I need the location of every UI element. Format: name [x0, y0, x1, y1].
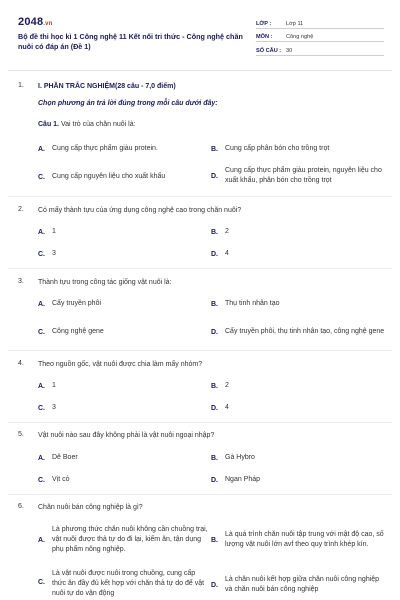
section-title: I. PHẦN TRẮC NGHIỆM: [38, 83, 115, 90]
option-letter: C.: [38, 250, 45, 258]
option-letter: B.: [211, 300, 218, 308]
question-text: Theo nguồn gốc, vật nuôi được chia làm mấy nhóm?: [38, 361, 203, 368]
option-letter: D.: [211, 172, 218, 180]
option-text: 4: [225, 250, 229, 257]
option-letter: A.: [38, 454, 45, 462]
answer-option-a[interactable]: [38, 452, 210, 464]
question-block-1: [18, 82, 388, 194]
question-number: 4.: [18, 360, 24, 367]
question-label: Câu 1.: [38, 121, 60, 128]
answer-option-a[interactable]: [38, 523, 210, 557]
answer-option-d[interactable]: [211, 402, 386, 414]
option-text: Là vật nuôi được nuôi trong chuồng, cung cấp thức ăn đầy đủ kết hợp với chăn thả tự do để vật nuôi tự do vận động: [52, 570, 205, 597]
option-letter: B.: [211, 228, 218, 236]
question-text: Thành tựu trong công tác giống vật nuôi là:: [38, 279, 172, 286]
answer-option-c[interactable]: [38, 474, 210, 486]
option-letter: C.: [38, 579, 45, 586]
answer-option-b[interactable]: [211, 226, 386, 238]
answer-option-b[interactable]: [211, 143, 386, 155]
question-divider: [8, 350, 392, 351]
option-letter: C.: [38, 173, 45, 181]
answer-option-b[interactable]: [211, 452, 386, 464]
option-text: 4: [225, 404, 229, 411]
option-letter: C.: [38, 476, 45, 484]
option-letter: B.: [211, 145, 218, 153]
answer-option-c[interactable]: [38, 569, 210, 600]
option-text: Cung cấp thực phẩm giàu protein.: [52, 145, 158, 152]
option-text: 1: [52, 382, 56, 389]
question-number: 1.: [18, 82, 24, 89]
option-text: Là quá trình chăn nuôi tập trung với mật độ cao, số lượng vật nuôi lớn avf theo quy trình khép kín.: [225, 531, 384, 548]
section-instruction: Chọn phương án trả lời đúng trong mỗi câu dưới đây:: [38, 100, 218, 107]
question-number: 3.: [18, 278, 24, 285]
question-block-3: [18, 278, 388, 346]
section-heading: [38, 82, 383, 92]
option-letter: D.: [211, 476, 218, 484]
option-text: Là chăn nuôi kết hợp giữa chăn nuôi công nghiệp và chăn nuôi bán công nghiệp: [225, 576, 380, 593]
meta-value: 30: [286, 47, 293, 54]
exam-meta: [256, 16, 384, 57]
option-text: 3: [52, 404, 56, 411]
answer-option-b[interactable]: [211, 523, 386, 557]
option-text: 3: [52, 250, 56, 257]
option-text: Công nghệ gene: [52, 328, 104, 335]
option-letter: A.: [38, 300, 45, 308]
logo-suffix: .vn: [43, 21, 53, 27]
option-text: Thụ tinh nhân tạo: [225, 300, 280, 307]
question-block-4: [18, 360, 388, 420]
option-text: Cung cấp phân bón cho trồng trọt: [225, 145, 330, 152]
option-letter: D.: [211, 328, 218, 336]
answer-option-d[interactable]: [211, 320, 386, 344]
answer-option-c[interactable]: [38, 402, 210, 414]
option-letter: D.: [211, 581, 218, 589]
answer-option-d[interactable]: [211, 474, 386, 486]
meta-row-subject: [256, 30, 384, 43]
option-letter: C.: [38, 328, 45, 336]
site-logo[interactable]: [18, 16, 53, 28]
meta-value: Công nghệ: [286, 34, 314, 40]
option-letter: D.: [211, 250, 218, 258]
question-number: 2.: [18, 206, 24, 213]
meta-label: LỚP :: [256, 20, 272, 27]
option-text: Gà Hybro: [225, 454, 255, 461]
option-letter: A.: [38, 382, 45, 390]
option-text: 2: [225, 228, 229, 235]
meta-row-class: [256, 16, 384, 29]
option-text: Cung cấp nguyên liệu cho xuất khẩu: [52, 173, 166, 180]
meta-value: Lớp 11: [286, 20, 304, 27]
option-letter: B.: [211, 454, 218, 462]
answer-option-d[interactable]: [211, 573, 386, 597]
question-number: 5.: [18, 431, 24, 438]
question-text: Vật nuôi nào sau đây không phải là vật nuôi ngoại nhập?: [38, 432, 215, 439]
option-text: Dê Boer: [52, 454, 78, 461]
option-letter: C.: [38, 404, 45, 412]
answer-option-a[interactable]: [38, 380, 210, 392]
answer-option-b[interactable]: [211, 380, 386, 392]
section-points: (28 câu - 7,0 điểm): [115, 83, 176, 90]
option-letter: A.: [38, 536, 45, 544]
answer-option-a[interactable]: [38, 298, 210, 310]
document-header: [18, 14, 384, 64]
question-block-6: [18, 503, 388, 600]
question-text: Chăn nuôi bán công nghiệp là gì?: [38, 504, 143, 511]
meta-row-count: [256, 43, 384, 56]
question-block-2: [18, 206, 388, 266]
option-text: Là phương thức chăn nuôi không cần chuồng trại, vật nuôi được thả tự do đi lại, kiếm ăn, tận dụng phụ phẩm nông nghiệp.: [52, 526, 208, 553]
question-divider: [8, 422, 392, 423]
question-divider: [8, 268, 392, 269]
option-letter: D.: [211, 404, 218, 412]
option-text: Ngan Pháp: [225, 476, 261, 483]
question-block-5: [18, 431, 388, 491]
option-letter: A.: [38, 145, 45, 153]
answer-option-d[interactable]: [211, 248, 386, 260]
header-divider: [8, 70, 392, 71]
question-text: Có mấy thành tựu của ứng dụng công nghệ cao trong chăn nuôi?: [38, 207, 242, 214]
question-text: [38, 120, 383, 130]
question-stem: Vai trò của chăn nuôi là:: [60, 121, 136, 128]
document-title: Bộ đề thi học kì 1 Công nghệ 11 Kết nối tri thức - Công nghệ chăn nuôi có đáp án (Đề 1): [18, 32, 243, 51]
option-letter: B.: [211, 382, 218, 390]
question-number: 6.: [18, 503, 24, 510]
answer-option-c[interactable]: [38, 248, 210, 260]
option-text: 1: [52, 228, 56, 235]
option-text: Cấy truyền phôi, thụ tinh nhân tạo, công nghệ gene: [225, 328, 385, 335]
option-letter: B.: [211, 536, 218, 544]
answer-option-a[interactable]: [38, 143, 210, 155]
answer-option-d[interactable]: [211, 164, 386, 188]
question-divider: [8, 196, 392, 197]
option-text: Cung cấp thực phẩm giàu protein, nguyên liệu cho xuất khẩu, phân bón cho trồng trọt: [225, 167, 382, 184]
question-divider: [8, 494, 392, 495]
meta-label: SỐ CÂU :: [256, 47, 282, 54]
answer-option-c[interactable]: [38, 326, 210, 338]
option-text: Cấy truyền phôi: [52, 300, 102, 307]
option-text: Vịt cỏ: [52, 476, 70, 483]
logo-main: 2048: [18, 16, 44, 28]
answer-option-a[interactable]: [38, 226, 210, 238]
answer-option-b[interactable]: [211, 298, 386, 310]
meta-label: MÔN :: [256, 34, 273, 40]
answer-option-c[interactable]: [38, 171, 210, 183]
option-letter: A.: [38, 228, 45, 236]
option-text: 2: [225, 382, 229, 389]
